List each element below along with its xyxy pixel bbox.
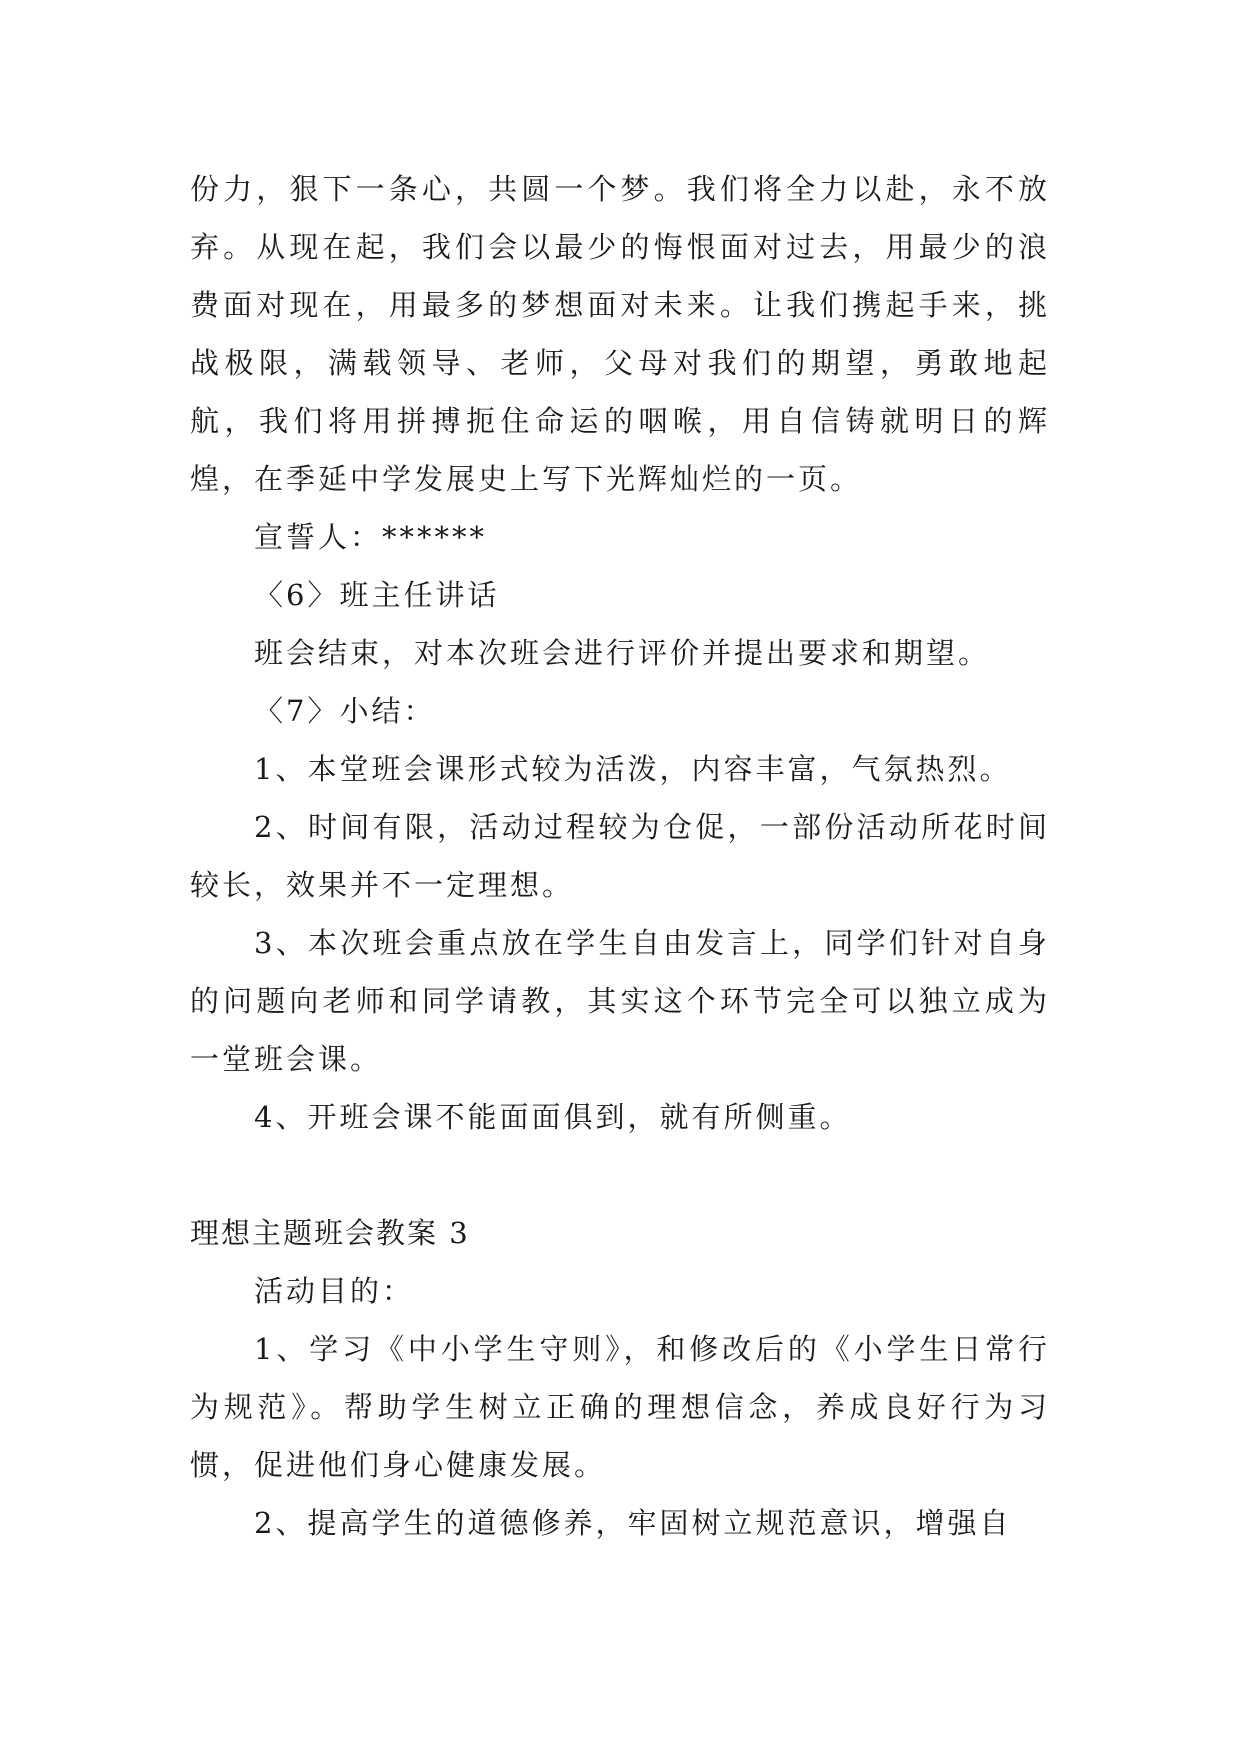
- paragraph-summary-4: 4、开班会课不能面面俱到，就有所侧重。: [254, 1100, 852, 1134]
- paragraph-summary-2: 2、时间有限，活动过程较为仓促，一部份活动所花时间较长，效果并不一定理想。: [190, 810, 1050, 902]
- document-body: [190, 160, 1050, 1552]
- paragraph-oath-signer: 宣誓人：******: [254, 520, 488, 554]
- paragraph-step-7: 〈7〉小结：: [254, 694, 436, 728]
- paragraph-step-6: 〈6〉班主任讲话: [254, 578, 500, 612]
- paragraph-summary-3: 3、本次班会重点放在学生自由发言上，同学们针对自身的问题向老师和同学请教，其实这个环节完全可以独立成为一堂班会课。: [190, 926, 1050, 1076]
- paragraph-meeting-end: 班会结束，对本次班会进行评价并提出要求和期望。: [254, 636, 991, 670]
- section-title: 理想主题班会教案 3: [190, 1216, 470, 1250]
- paragraph-oath-closing: 份力，狠下一条心，共圆一个梦。我们将全力以赴，永不放弃。从现在起，我们会以最少的悔恨面对过去，用最少的浪费面对现在，用最多的梦想面对未来。让我们携起手来，挑战极限，满载领导、老师，父母对我们的期望，勇敢地起航，我们将用拼搏扼住命运的咽喉，用自信铸就明日的辉煌，在季延中学发展史上写下光辉灿烂的一页。: [190, 172, 1050, 496]
- paragraph-goal-2: 2、提高学生的道德修养，牢固树立规范意识，增强自: [254, 1506, 1012, 1540]
- paragraph-goal-1: 1、学习《中小学生守则》，和修改后的《小学生日常行为规范》。帮助学生树立正确的理想信念，养成良好行为习惯，促进他们身心健康发展。: [190, 1332, 1050, 1482]
- section-spacer: [190, 1146, 1050, 1204]
- paragraph-summary-1: 1、本堂班会课形式较为活泼，内容丰富，气氛热烈。: [254, 752, 1012, 786]
- paragraph-activity-goal: 活动目的：: [254, 1274, 415, 1308]
